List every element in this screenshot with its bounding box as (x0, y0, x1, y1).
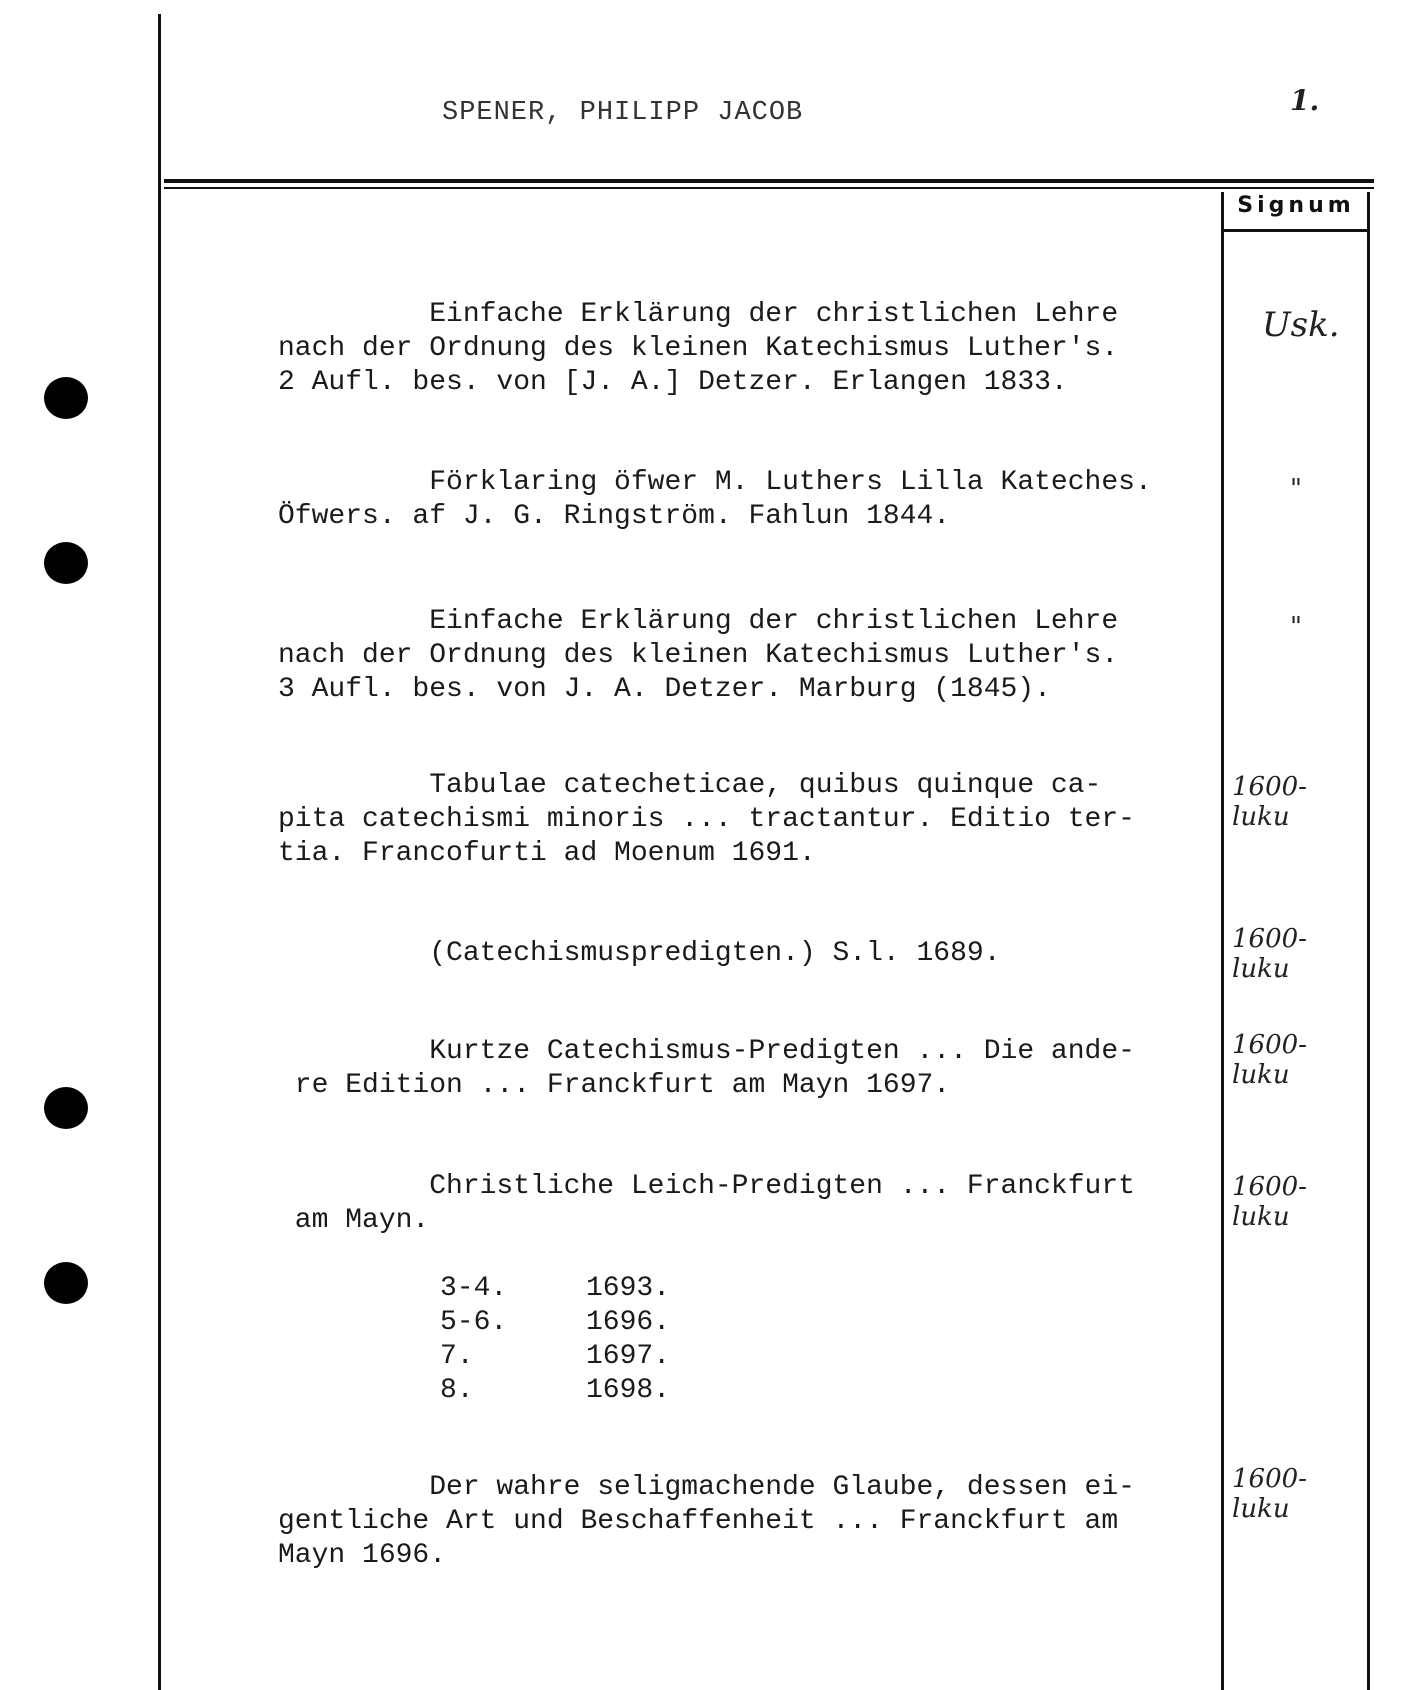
signum-note: 1600- luku (1232, 1030, 1307, 1090)
signum-label-underline (1222, 229, 1368, 232)
volume-row (440, 1306, 670, 1340)
signum-note: 1600- luku (1232, 924, 1307, 984)
signum-note: " (1290, 474, 1302, 504)
header-rule-thin (164, 187, 1374, 189)
signum-column-left-rule (1221, 192, 1224, 1690)
catalog-entry: Kurtze Catechismus-Predigten ... Die ande- re Edition ... Franckfurt am Mayn 1697. (294, 1036, 1135, 1101)
author-heading: SPENER, PHILIPP JACOB (442, 98, 804, 128)
volume-list (440, 1272, 670, 1408)
card-page-number: 1. (1290, 84, 1320, 117)
volume-year: 1698. (586, 1375, 671, 1406)
volume-row (440, 1272, 670, 1306)
punch-hole (44, 1262, 88, 1304)
signum-note: 1600- luku (1232, 772, 1307, 832)
signum-note: Usk. (1262, 305, 1340, 345)
signum-note: 1600- luku (1232, 1172, 1307, 1232)
volume-year: 1696. (586, 1307, 671, 1338)
catalog-entry: Einfache Erklärung der christlichen Lehre nach der Ordnung des kleinen Katechismus Luther's. 2 Aufl. bes. von [J. A.] Detzer. Erlangen 1833. (278, 299, 1119, 398)
volume-number: 3-4. (440, 1273, 508, 1304)
volume-year: 1697. (586, 1341, 671, 1372)
catalog-entry: Förklaring öfwer M. Luthers Lilla Kateches. Öfwers. af J. G. Ringström. Fahlun 1844. (278, 467, 1152, 532)
signum-column-right-rule (1367, 192, 1370, 1690)
catalog-entry: Der wahre seligmachende Glaube, dessen ei- gentliche Art und Beschaffenheit ... Franckfurt am Mayn 1696. (278, 1472, 1135, 1571)
volume-row (440, 1374, 670, 1408)
signum-note: 1600- luku (1232, 1464, 1307, 1524)
volume-number: 7. (440, 1341, 474, 1372)
volume-number: 5-6. (440, 1307, 508, 1338)
signum-column-label: Signum (1237, 193, 1355, 218)
volume-row (440, 1340, 670, 1374)
volume-number: 8. (440, 1375, 474, 1406)
catalog-entry: Tabulae catecheticae, quibus quinque ca- pita catechismi minoris ... tractantur. Editio ter- tia. Francofurti ad Moenum 1691. (278, 770, 1135, 869)
volume-year: 1693. (586, 1273, 671, 1304)
catalog-entry: Christliche Leich-Predigten ... Franckfurt am Mayn. (294, 1171, 1135, 1236)
catalog-entry: (Catechismuspredigten.) S.l. 1689. (278, 938, 1001, 969)
header-rule-thick (164, 179, 1374, 183)
punch-hole (44, 377, 88, 419)
punch-hole (44, 1087, 88, 1129)
signum-note: " (1290, 612, 1302, 642)
left-margin-rule (158, 14, 161, 1690)
punch-hole (44, 542, 88, 584)
catalog-entry: Einfache Erklärung der christlichen Lehre nach der Ordnung des kleinen Katechismus Luther's. 3 Aufl. bes. von J. A. Detzer. Marburg (1845). (278, 606, 1119, 705)
